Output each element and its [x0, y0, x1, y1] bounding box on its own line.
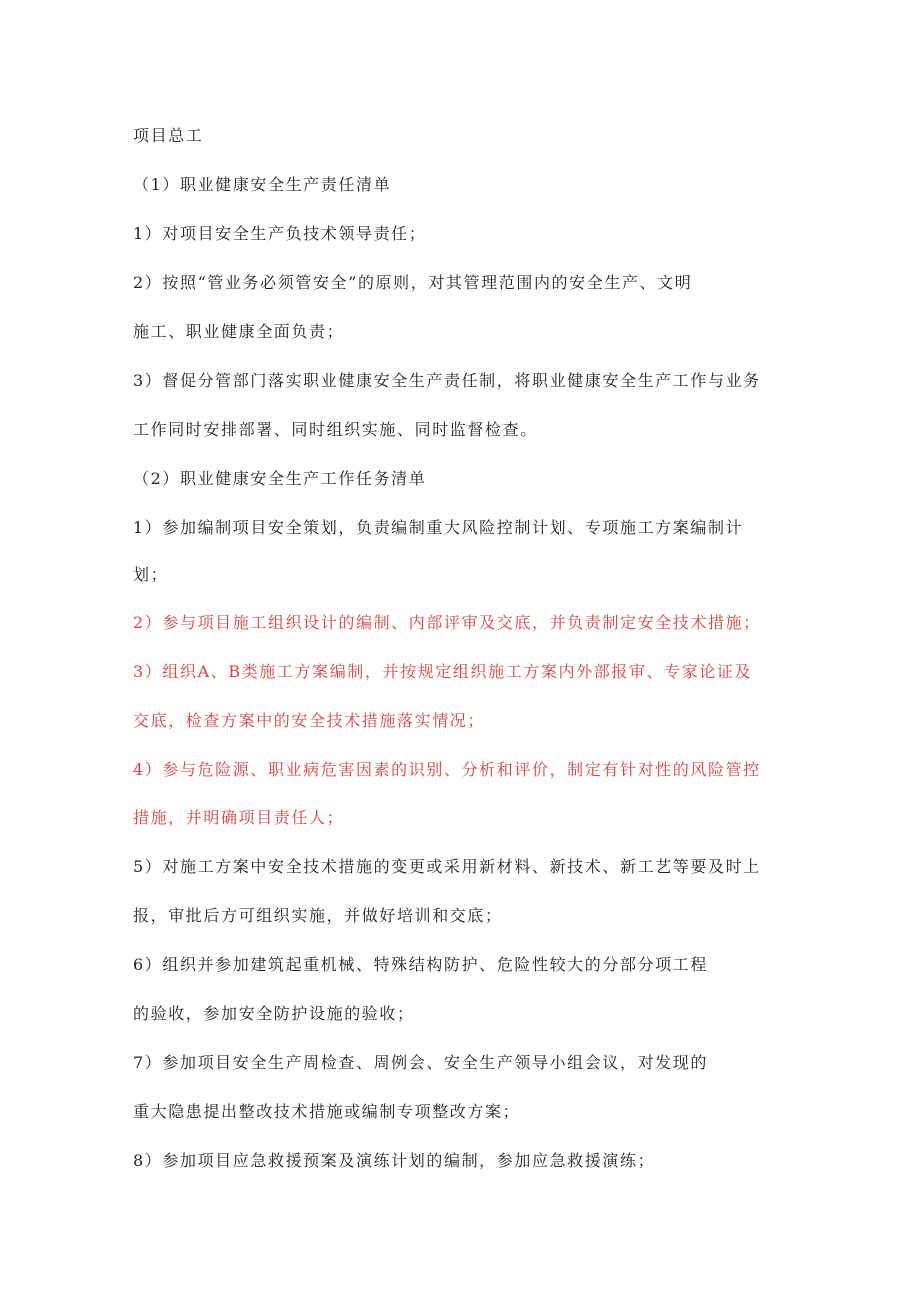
- section-2-line-2: 划；: [133, 565, 169, 584]
- section-1-line-4: 3）督促分管部门落实职业健康安全生产责任制，将职业健康安全生产工作与业务: [133, 371, 761, 390]
- section-1-line-1: 1）对项目安全生产负技术领导责任；: [133, 224, 427, 243]
- section-2-line-14: 8）参加项目应急救援预案及演练计划的编制，参加应急救援演练；: [133, 1151, 656, 1170]
- section-2-line-12: 7）参加项目安全生产周检查、周例会、安全生产领导小组会议，对发现的: [133, 1053, 708, 1072]
- section-2-line-3-highlighted: 2）参与项目施工组织设计的编制、内部评审及交底，并负责制定安全技术措施；: [133, 613, 761, 632]
- section-2-line-10: 6）组织并参加建筑起重机械、特殊结构防护、危险性较大的分部分项工程: [133, 955, 708, 974]
- section-2-title: （2）职业健康安全生产工作任务清单: [133, 469, 427, 488]
- section-2-line-11: 的验收，参加安全防护设施的验收；: [133, 1004, 415, 1023]
- section-2-line-13: 重大隐患提出整改技术措施或编制专项整改方案；: [133, 1102, 521, 1121]
- section-1-line-5: 工作同时安排部署、同时组织实施、同时监督检查。: [133, 420, 538, 439]
- document-heading: 项目总工: [133, 126, 204, 145]
- section-2-line-7-highlighted: 措施，并明确项目责任人；: [133, 808, 345, 827]
- section-2-line-6-highlighted: 4）参与危险源、职业病危害因素的识别、分析和评价，制定有针对性的风险管控: [133, 760, 761, 779]
- section-1-title: （1）职业健康安全生产责任清单: [133, 175, 392, 194]
- section-1-line-3: 施工、职业健康全面负责；: [133, 322, 345, 341]
- section-2-line-1: 1）参加编制项目安全策划，负责编制重大风险控制计划、专项施工方案编制计: [133, 518, 744, 537]
- section-1-line-2: 2）按照“管业务必须管安全”的原则，对其管理范围内的安全生产、文明: [133, 273, 693, 292]
- section-2-line-9: 报，审批后方可组织实施，并做好培训和交底；: [133, 906, 503, 925]
- section-2-line-5-highlighted: 交底，检查方案中的安全技术措施落实情况；: [133, 711, 486, 730]
- section-2-line-4-highlighted: 3）组织A、B类施工方案编制，并按规定组织施工方案内外部报审、专家论证及: [133, 662, 753, 681]
- section-2-line-8: 5）对施工方案中安全技术措施的变更或采用新材料、新技术、新工艺等要及时上: [133, 857, 761, 876]
